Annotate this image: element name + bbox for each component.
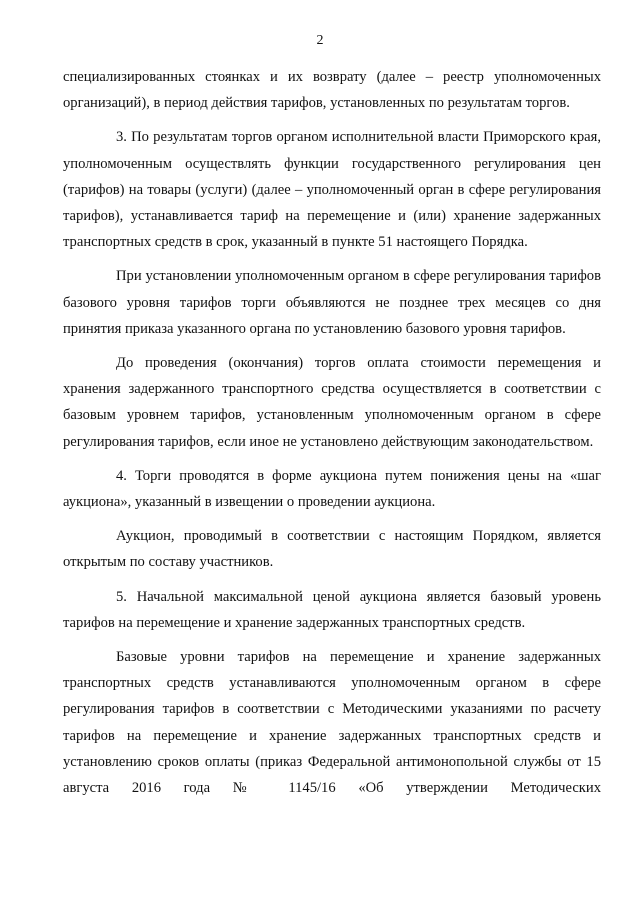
paragraph: 3. По результатам торгов органом исполнительной власти Приморского края, уполномоченным осуществлять функции государственного регулирования цен (тарифов) на товары (услуги) (далее – уполномоченный орган в сфере регулирования тарифов), устанавливается тариф на перемещение и (или) хранение задержанных транспортных средств в срок, указанный в пункте 51 настоящего Порядка. bbox=[63, 129, 601, 251]
paragraph: До проведения (окончания) торгов оплата стоимости перемещения и хранения задержанного транспортного средства осуществляется в соответствии с базовым уровнем тарифов, установленным уполномоченным органом в сфере регулирования тарифов, если иное не установлено действующим законодательством. bbox=[63, 355, 601, 450]
paragraph: При установлении уполномоченным органом в сфере регулирования тарифов базового уровня тарифов торги объявляются не позднее трех месяцев со дня принятия приказа указанного органа по установлению базового уровня тарифов. bbox=[63, 268, 601, 337]
paragraph: Базовые уровни тарифов на перемещение и хранение задержанных транспортных средств устанавливаются уполномоченным органом в сфере регулирования тарифов в соответствии с Методическими указаниями по расчету тарифов на перемещение и хранение задержанных транспортных средств и установлению сроков оплаты (приказ Федеральной антимонопольной службы от 15 августа 2016 года № 1145/16 «Об утверждении Методических bbox=[63, 649, 601, 797]
document-body bbox=[63, 64, 601, 809]
paragraph: 4. Торги проводятся в форме аукциона путем понижения цены на «шаг аукциона», указанный в извещении о проведении аукциона. bbox=[63, 467, 601, 511]
paragraph: 5. Начальной максимальной ценой аукциона является базовый уровень тарифов на перемещение и хранение задержанных транспортных средств. bbox=[63, 588, 601, 631]
paragraph: Аукцион, проводимый в соответствии с настоящим Порядком, является открытым по составу участников. bbox=[63, 528, 601, 571]
page-number: 2 bbox=[316, 33, 324, 48]
paragraph: специализированных стоянках и их возврату (далее – реестр уполномоченных организаций), в период действия тарифов, установленных по результатам торгов. bbox=[63, 69, 601, 112]
